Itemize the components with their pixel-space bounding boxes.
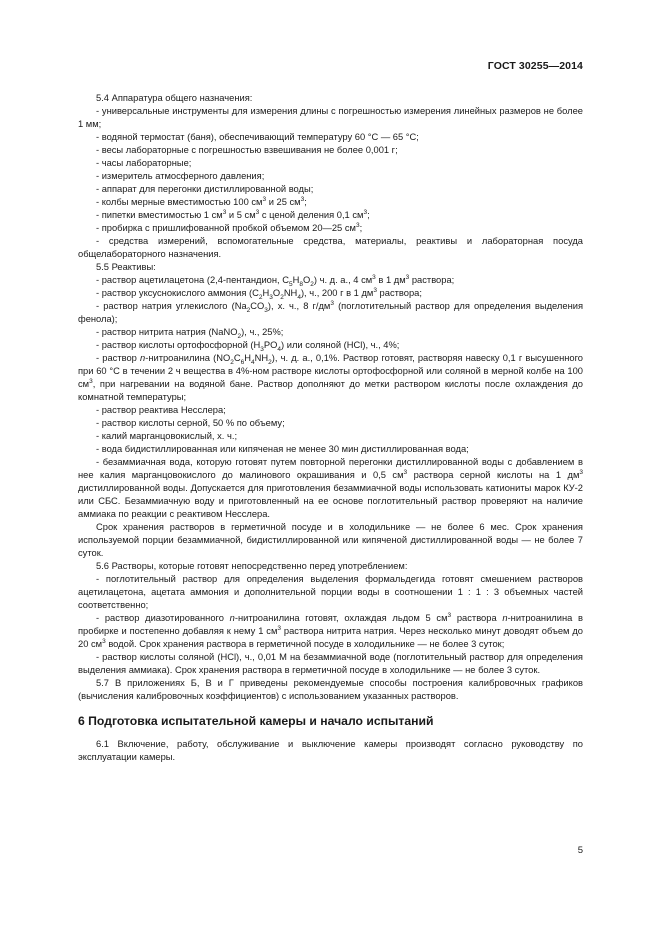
- paragraph: 5.7 В приложениях Б, В и Г приведены рекомендуемые способы построения калибровочных графиков (вычисления калибровочных коэффициентов) с использованием указанных растворов.: [78, 678, 583, 701]
- paragraph: - пипетки вместимостью 1 $см^3$ и 5 $см^3$ с ценой деления 0,1 $см^3$;: [96, 208, 370, 220]
- paragraph: - раствор ацетилацетона (2,4-пентандион, $C_5H_8O_2$) ч. д. а., 4 $см^3$ в 1 $дм^3$ раствора;: [96, 273, 455, 288]
- paragraph: - раствор n-нитроанилина $(NO_2C_6H_4NH_2)$, ч. д. а., 0,1%. Раствор готовят, растворяя навеску 0,1 г высушенного при 60 °С в течении 2 ч вещества в 4%-ном растворе кислоты ортофосфорной или соляной в мерной колбе на 100 $см^3$, при нагревании на водяной бане. Раствор дополняют до метки раствором кислоты после охлаждения до комнатной температуры;: [78, 353, 584, 402]
- paragraph: - аппарат для перегонки дистиллированной воды;: [96, 184, 314, 194]
- paragraph: - пробирка с пришлифованной пробкой объемом 20—25 $см^3$;: [96, 221, 363, 233]
- section-6-title: 6 Подготовка испытательной камеры и начало испытаний: [78, 714, 434, 728]
- paragraph: - колбы мерные вместимостью 100 $см^3$ и 25 $см^3$;: [96, 195, 307, 207]
- paragraph: - раствор кислоты серной, 50 % по объему;: [96, 418, 285, 428]
- paragraph: - безаммиачная вода, которую готовят путем повторной перегонки дистиллированной воды с добавлением в нее калия марганцовокислого до малинового окрашивания и 0,5 $см^3$ раствора серной кислоты на 1 $дм^3$ дистиллированной воды. Допускается для приготовления безаммиачной воды использовать катиониты марок КУ-2 или СБС. Безаммиачную воду и приготовленный на ее основе поглотительный раствор проверяют на наличие аммиака по реакции с реактивом Несслера.: [78, 457, 583, 519]
- section-6-1-text: 6.1 Включение, работу, обслуживание и выключение камеры производят согласно руководству по эксплуатации камеры.: [78, 739, 583, 762]
- paragraph: Срок хранения растворов в герметичной посуде и в холодильнике — не более 6 мес. Срок хранения используемой порции безаммиачной, бидистиллированной или кипяченой дистиллированной воды — не более 7 суток.: [78, 522, 583, 558]
- paragraph: 5.4 Аппаратура общего назначения:: [96, 93, 253, 103]
- document-body: [78, 92, 583, 764]
- doc-number-header: ГОСТ 30255—2014: [487, 60, 583, 72]
- paragraph: - калий марганцовокислый, х. ч.;: [96, 431, 238, 441]
- paragraph: - раствор реактива Несслера;: [96, 405, 226, 415]
- page-number: 5: [577, 845, 583, 856]
- paragraph: 5.6 Растворы, которые готовят непосредственно перед употреблением:: [96, 561, 408, 571]
- paragraph: - раствор кислоты соляной (HCl), ч., 0,01 М на безаммиачной воде (поглотительный раствор для определения выделения аммиака). Срок хранения раствора в герметичной посуде в холодильнике — не более 3 суток.: [78, 652, 583, 675]
- paragraph: - раствор натрия углекислого $(Na_2CO_3)$, х. ч., 8 $г/дм^3$ (поглотительный раствор для определения выделения фенола);: [78, 299, 584, 324]
- paragraph: - средства измерений, вспомогательные средства, материалы, реактивы и лабораторная посуда общелабораторного назначения.: [78, 236, 583, 259]
- paragraph: - универсальные инструменты для измерения длины с погрешностью измерения линейных размеров не более 1 мм;: [78, 106, 583, 129]
- paragraph: - раствор нитрита натрия (NaNO$_2$), ч., 25%;: [96, 327, 284, 340]
- paragraph: - раствор уксуснокислого аммония $(C_2H_3O_2NH_4)$, ч., 200 г в 1 $дм^3$ раствора;: [96, 286, 422, 301]
- paragraph: - измеритель атмосферного давления;: [96, 171, 265, 181]
- paragraph: 5.5 Реактивы:: [96, 262, 156, 272]
- paragraph: - весы лабораторные с погрешностью взвешивания не более 0,001 г;: [96, 145, 398, 155]
- paragraph: - водяной термостат (баня), обеспечивающий температуру 60 °С — 65 °С;: [96, 132, 419, 142]
- paragraph: - раствор диазотированного n-нитроанилина готовят, охлаждая льдом 5 $см^3$ раствора n-нитроанилина в пробирке и постепенно добавляя к нему 1 $см^3$ раствора нитрита натрия. Через несколько минут доводят объем до 20 $см^3$ водой. Срок хранения раствора в герметичной посуде в холодильнике — не более 3 суток;: [78, 611, 583, 649]
- paragraph: - часы лабораторные;: [96, 158, 192, 168]
- section-5-paragraphs: [78, 92, 583, 703]
- paragraph: - раствор кислоты ортофосфорной $(H_3PO_4)$ или соляной (HCl), ч., 4%;: [96, 340, 400, 353]
- paragraph: - вода бидистиллированная или кипяченая не менее 30 мин дистиллированная вода;: [96, 444, 469, 454]
- paragraph: - поглотительный раствор для определения выделения формальдегида готовят смешением растворов ацетилацетона, ацетата аммония и дополнительной порции воды в соотношении 1 : 1 : 3 объемных частей соответственно;: [78, 574, 583, 610]
